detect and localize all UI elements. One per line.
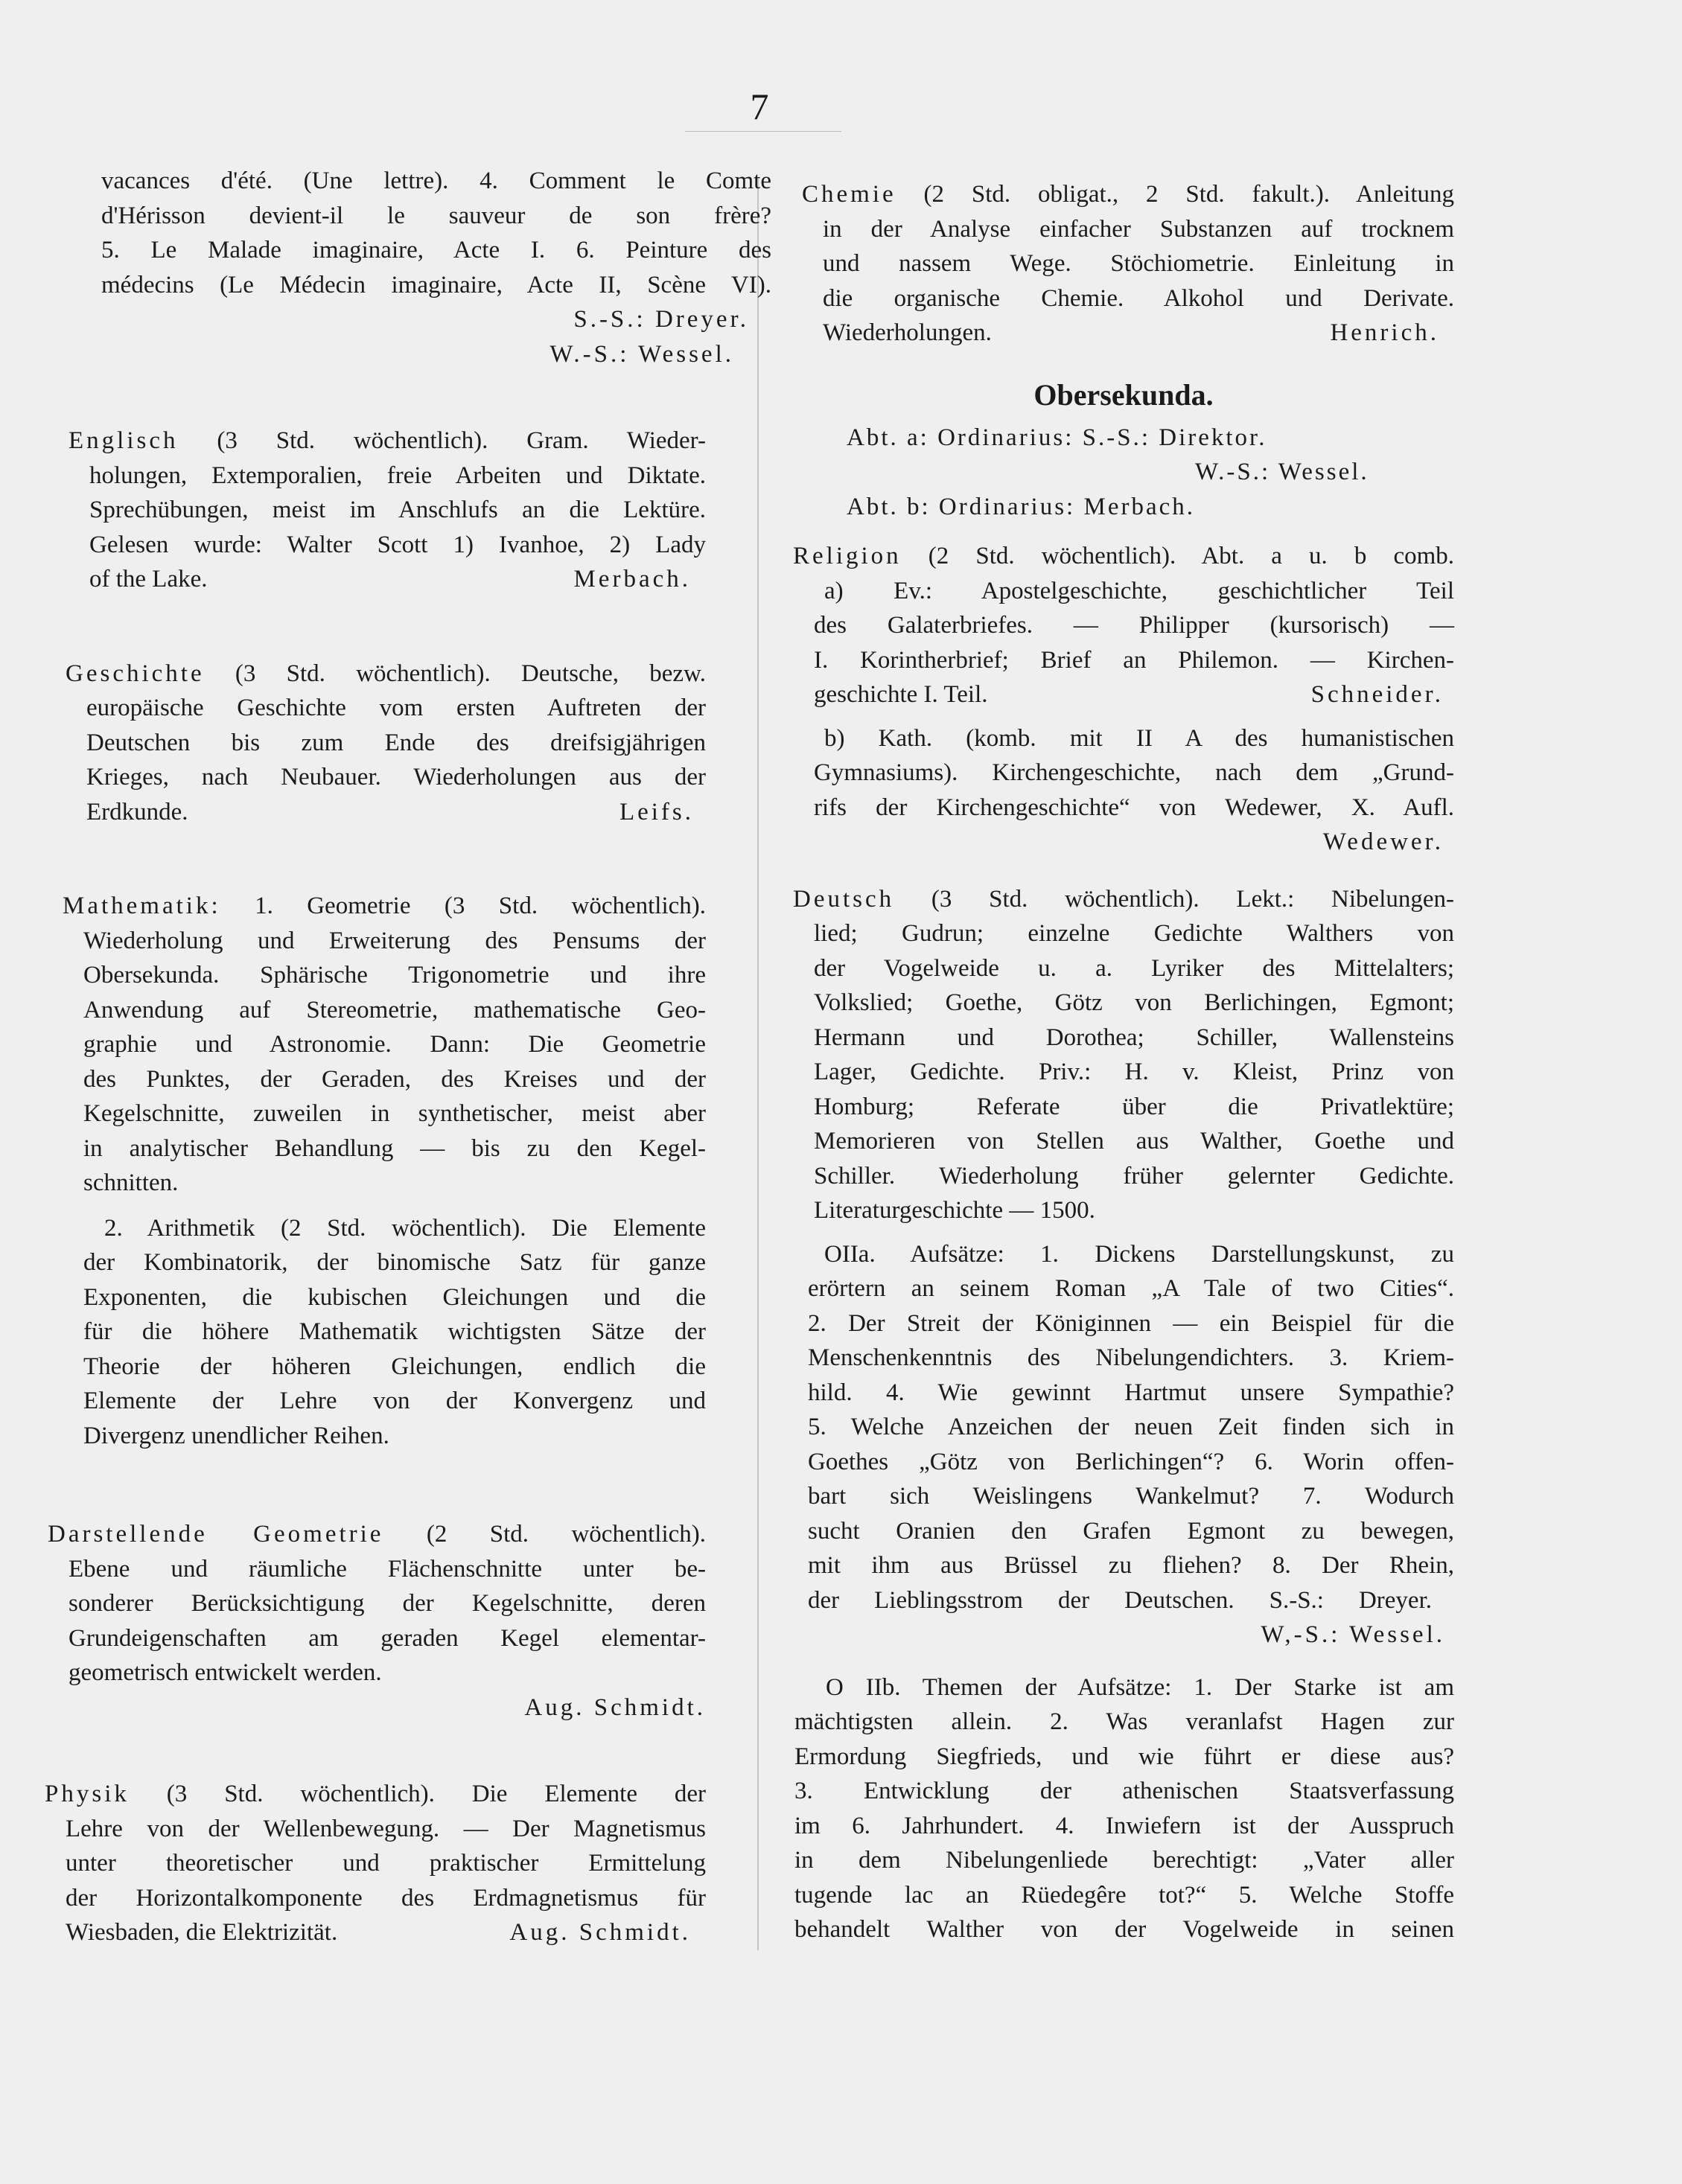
text-line: Deutschen bis zum Ende des dreifsigjährigen xyxy=(86,729,706,756)
text-line: im 6. Jahrhundert. 4. Inwiefern ist der Ausspruch xyxy=(794,1812,1454,1839)
text-line: des Galaterbriefes. — Philipper (kursorisch) — xyxy=(814,612,1454,639)
header-rule xyxy=(685,131,841,132)
section-geschichte xyxy=(45,657,706,830)
text-line: Obersekunda. Sphärische Trigonometrie und ihre xyxy=(83,962,706,989)
text-line: rifs der Kirchengeschichte“ von Wedewer, X. Aufl. xyxy=(814,794,1454,821)
text-line: d'Hérisson devient-il le sauveur de son frère? xyxy=(101,202,771,229)
text-line: 5. Le Malade imaginaire, Acte I. 6. Peinture des xyxy=(101,237,771,264)
text-line: Hermann und Dorothea; Schiller, Wallensteins xyxy=(814,1024,1454,1051)
french-continuation xyxy=(45,164,771,371)
text-line: Literaturgeschichte — 1500. xyxy=(814,1197,1095,1224)
teacher-signature: Henrich. xyxy=(1330,319,1439,346)
text-line: bart sich Weislingens Wankelmut? 7. Wodurch xyxy=(808,1483,1454,1510)
text-line: lied; Gudrun; einzelne Gedichte Walthers von xyxy=(814,920,1454,947)
subject-title: Chemie xyxy=(802,181,896,208)
aufsaetze-oiia xyxy=(793,1237,1454,1653)
text-line: O IIb. Themen der Aufsätze: 1. Der Starke ist am xyxy=(826,1673,1454,1701)
right-column xyxy=(793,177,1454,1985)
class-heading: Obersekunda. xyxy=(1033,377,1214,412)
text-line: und nassem Wege. Stöchiometrie. Einleitung in xyxy=(823,250,1454,277)
section-arithmetik xyxy=(45,1211,706,1454)
text-line: der Vogelweide u. a. Lyriker des Mittelalters; xyxy=(814,954,1454,982)
text-line: (2 Std. wöchentlich). Abt. a u. b comb. xyxy=(928,543,1455,569)
text-line: Homburg; Referate über die Privatlektüre; xyxy=(814,1093,1454,1120)
text-line: Theorie der höheren Gleichungen, endlich die xyxy=(83,1353,706,1380)
teacher-signature: Aug. Schmidt. xyxy=(509,1919,691,1946)
teacher-signature: Wedewer. xyxy=(1322,828,1444,855)
subject-title: Englisch xyxy=(69,427,179,454)
text-line: vacances d'été. (Une lettre). 4. Comment le Comte xyxy=(101,167,771,194)
teacher-signature: W,-S.: Wessel. xyxy=(1261,1621,1445,1648)
text-line: of the Lake. xyxy=(89,566,208,593)
text-line: tugende lac an Rüedegêre tot?“ 5. Welche Stoffe xyxy=(794,1881,1454,1909)
teacher-signature: W.-S.: Wessel. xyxy=(549,340,734,368)
ordinarius-b: Abt. b: Ordinarius: Merbach. xyxy=(847,493,1195,520)
text-line: Wiederholungen. xyxy=(823,319,992,346)
text-line: hild. 4. Wie gewinnt Hartmut unsere Sympathie? xyxy=(808,1379,1454,1406)
text-line: mit ihm aus Brüssel zu fliehen? 8. Der Rhein, xyxy=(808,1552,1454,1579)
section-deutsch xyxy=(793,882,1454,1228)
text-line: Wiesbaden, die Elektrizität. xyxy=(66,1919,338,1946)
text-line: Memorieren von Stellen aus Walther, Goethe und xyxy=(814,1128,1454,1155)
text-line: OIIa. Aufsätze: 1. Dickens Darstellungskunst, zu xyxy=(824,1240,1454,1268)
text-line: b) Kath. (komb. mit II A des humanistischen xyxy=(824,724,1454,752)
teacher-signature: S.-S.: Dreyer. xyxy=(573,306,749,333)
section-religion xyxy=(793,539,1454,712)
text-line: holungen, Extemporalien, freie Arbeiten und Diktate. xyxy=(89,462,706,489)
ordinarius-info xyxy=(793,421,1454,525)
text-line: in dem Nibelungenliede berechtigt: „Vater aller xyxy=(794,1847,1454,1874)
ordinarius-a-ws: W.-S.: Wessel. xyxy=(1195,459,1369,485)
aufsaetze-oiib xyxy=(793,1670,1454,1947)
text-line: Kegelschnitte, zuweilen in synthetischer, meist aber xyxy=(83,1100,706,1127)
ordinarius-a: Abt. a: Ordinarius: S.-S.: Direktor. xyxy=(847,424,1267,451)
text-line: 5. Welche Anzeichen der neuen Zeit finden sich in xyxy=(808,1414,1454,1440)
section-mathematik xyxy=(45,889,706,1201)
text-line: I. Korintherbrief; Brief an Philemon. — Kirchen- xyxy=(814,646,1454,674)
text-line: Ermordung Siegfrieds, und wie führt er diese aus? xyxy=(794,1743,1454,1770)
subject-title: Darstellende Geometrie xyxy=(48,1521,384,1548)
text-line: der Lieblingsstrom der Deutschen. S.-S.: Dreyer. xyxy=(808,1586,1432,1614)
text-line: in der Analyse einfacher Substanzen auf trocknem xyxy=(823,215,1454,243)
text-line: Grundeigenschaften am geraden Kegel elementar- xyxy=(69,1624,706,1652)
text-line: Gelesen wurde: Walter Scott 1) Ivanhoe, 2) Lady xyxy=(89,531,706,558)
text-line: Volkslied; Goethe, Götz von Berlichingen, Egmont; xyxy=(814,989,1454,1016)
text-line: Gymnasiums). Kirchengeschichte, nach dem „Grund- xyxy=(814,759,1454,786)
text-line: Lager, Gedichte. Priv.: H. v. Kleist, Prinz von xyxy=(814,1059,1454,1085)
text-line: (3 Std. wöchentlich). Deutsche, bezw. xyxy=(235,660,707,687)
text-line: Exponenten, die kubischen Gleichungen und die xyxy=(83,1283,706,1311)
section-darstellende-geometrie xyxy=(45,1517,706,1725)
text-line: Goethes „Götz von Berlichingen“? 6. Worin offen- xyxy=(808,1448,1454,1475)
text-line: unter theoretischer und praktischer Ermittelung xyxy=(66,1850,706,1877)
text-line: (3 Std. wöchentlich). Die Elemente der xyxy=(166,1781,707,1807)
text-line: (2 Std. wöchentlich). xyxy=(426,1521,706,1548)
text-line: Erdkunde. xyxy=(86,798,188,826)
teacher-signature: Merbach. xyxy=(573,566,691,593)
section-englisch xyxy=(45,424,706,597)
subject-title: Physik xyxy=(45,1781,130,1807)
text-line: 3. Entwicklung der athenischen Staatsverfassung xyxy=(794,1778,1454,1804)
column-divider xyxy=(757,179,759,1950)
text-line: sonderer Berücksichtigung der Kegelschnitte, deren xyxy=(69,1590,706,1617)
text-line: médecins (Le Médecin imaginaire, Acte II, Scène VI). xyxy=(101,271,771,298)
teacher-signature: Leifs. xyxy=(619,798,694,826)
section-religion-kath xyxy=(793,721,1454,860)
left-column xyxy=(45,164,771,1987)
text-line: der Kombinatorik, der binomische Satz für ganze xyxy=(83,1249,706,1276)
text-line: Elemente der Lehre von der Konvergenz und xyxy=(83,1388,706,1414)
text-line: schnitten. xyxy=(83,1169,179,1196)
text-line: (3 Std. wöchentlich). Lekt.: Nibelungen- xyxy=(931,885,1454,913)
section-chemie xyxy=(793,177,1454,351)
text-line: Sprechübungen, meist im Anschlufs an die Lektüre. xyxy=(89,496,706,523)
text-line: Menschenkenntnis des Nibelungendichters. 3. Kriem- xyxy=(808,1344,1454,1371)
text-line: Lehre von der Wellenbewegung. — Der Magnetismus xyxy=(66,1815,706,1842)
subject-title: Deutsch xyxy=(793,885,895,913)
text-line: geometrisch entwickelt werden. xyxy=(69,1659,382,1686)
subject-title: Geschichte xyxy=(66,660,205,687)
text-line: (2 Std. obligat., 2 Std. fakult.). Anleitung xyxy=(923,181,1455,208)
text-line: Divergenz unendlicher Reihen. xyxy=(83,1422,389,1449)
text-line: behandelt Walther von der Vogelweide in seinen xyxy=(794,1916,1454,1943)
text-line: geschichte I. Teil. xyxy=(814,681,988,708)
text-line: die organische Chemie. Alkohol und Derivate. xyxy=(823,284,1454,312)
text-line: in analytischer Behandlung — bis zu den Kegel- xyxy=(83,1134,706,1162)
subject-title: Mathematik: xyxy=(63,893,221,919)
teacher-signature: Schneider. xyxy=(1310,681,1444,708)
text-line: der Horizontalkomponente des Erdmagnetismus für xyxy=(66,1884,706,1912)
subject-title: Religion xyxy=(793,543,902,569)
text-line: mächtigsten allein. 2. Was veranlafst Hagen zur xyxy=(794,1708,1454,1735)
text-line: erörtern an seinem Roman „A Tale of two Cities“. xyxy=(808,1275,1454,1302)
page-number: 7 xyxy=(750,86,769,127)
text-line: europäische Geschichte vom ersten Auftreten der xyxy=(86,695,706,721)
section-physik xyxy=(45,1777,706,1950)
text-line: graphie und Astronomie. Dann: Die Geometrie xyxy=(83,1031,706,1058)
text-line: Anwendung auf Stereometrie, mathematische Geo- xyxy=(83,996,706,1024)
text-line: Schiller. Wiederholung früher gelernter Gedichte. xyxy=(814,1162,1454,1190)
text-line: a) Ev.: Apostelgeschichte, geschichtlicher Teil xyxy=(824,577,1454,604)
text-line: 1. Geometrie (3 Std. wöchentlich). xyxy=(255,893,707,919)
text-line: Ebene und räumliche Flächenschnitte unter be- xyxy=(69,1555,706,1583)
text-line: (3 Std. wöchentlich). Gram. Wieder- xyxy=(217,427,706,454)
text-line: Krieges, nach Neubauer. Wiederholungen aus der xyxy=(86,764,706,791)
text-line: Wiederholung und Erweiterung des Pensums der xyxy=(83,927,706,954)
text-line: für die höhere Mathematik wichtigsten Sätze der xyxy=(83,1318,706,1345)
text-line: des Punktes, der Geraden, des Kreises und der xyxy=(83,1065,706,1093)
text-line: 2. Der Streit der Königinnen — ein Beispiel für die xyxy=(808,1309,1454,1337)
text-line: sucht Oranien den Grafen Egmont zu bewegen, xyxy=(808,1517,1454,1545)
text-line: 2. Arithmetik (2 Std. wöchentlich). Die Elemente xyxy=(104,1214,706,1242)
teacher-signature: Aug. Schmidt. xyxy=(524,1693,706,1721)
